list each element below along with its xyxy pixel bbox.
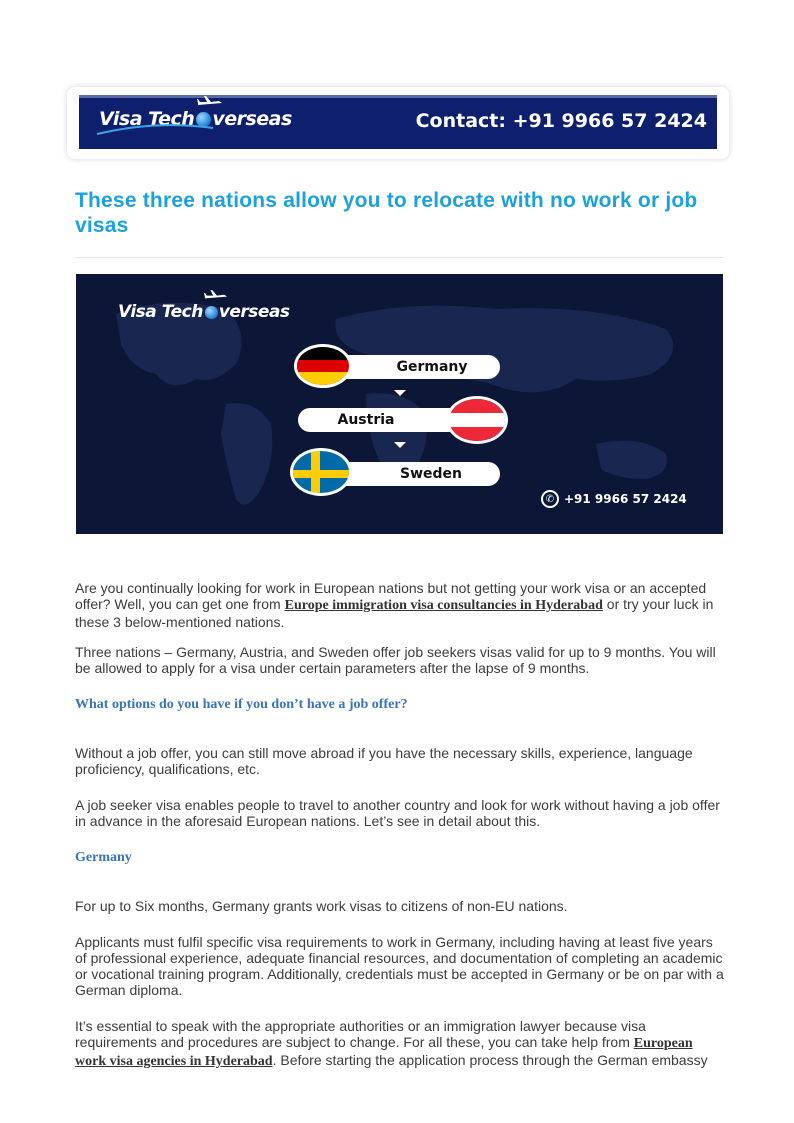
paragraph-job-seeker-visa: A job seeker visa enables people to travel to another country and look for work without having a job offer in advance in the aforesaid European nations. Let’s see in detail about this. [75,797,720,829]
advice-text: It’s essential to speak with the appropriate authorities or an immigration lawyer because visa requirements and procedures are subject to change. For all these, you can take help from [75,1018,646,1050]
page-title: These three nations allow you to relocate with no work or job visas [75,189,698,237]
hero-logo-part1: Visa Tech [118,302,203,322]
hero-contact [541,490,687,508]
country-name-sweden: Sweden [400,466,462,482]
hero-phone-number: +91 9966 57 2424 [564,492,687,506]
contact-number[interactable]: Contact: +91 9966 57 2424 [415,110,707,132]
hero-image [76,274,723,534]
paragraph-germany-advice [75,1018,725,1070]
hero-logo-part2: verseas [218,302,290,322]
heading-germany: Germany [75,850,132,865]
paragraph-without-offer: Without a job offer, you can still move abroad if you have the necessary skills, experience, language proficiency, qualifications, etc. [75,745,693,777]
hero-globe-icon [205,306,218,319]
title-divider [75,257,723,258]
paragraph-intro [75,580,725,630]
austria-flag-icon [446,396,508,444]
paragraph-germany-requirements: Applicants must fulfil specific visa requirements to work in Germany, including having at least five years of professional experience, adequate financial resources, and documentation of completing an academic or vocational training program. Additionally, credentials must be accepted in Germany or be on par with a German diploma. [75,934,724,998]
work-visa-agencies-link[interactable]: European work visa agencies in Hyderabad [75,1036,693,1069]
banner-inner [79,95,717,149]
airplane-icon [197,96,223,112]
phone-icon: ✆ [541,490,559,508]
arrow-down-icon-2 [394,442,406,448]
paragraph-germany-six-months: For up to Six months, Germany grants work visas to citizens of non-EU nations. [75,898,568,914]
heading-job-offer-options: What options do you have if you don’t have a job offer? [75,697,408,712]
intro-text: Are you continually looking for work in European nations but not getting your work visa or an accepted offer? Well, you can get one from [75,580,707,612]
advice-text-end: . Before starting the application process through the German embassy [272,1052,708,1068]
logo-text-part1: Visa Tech [99,108,195,130]
country-name-germany: Germany [396,359,468,375]
intro-text-end: or try your luck in these 3 below-mentioned nations. [75,596,714,630]
hero-airplane-icon [204,290,228,305]
paragraph-three-nations: Three nations – Germany, Austria, and Sweden offer job seekers visas valid for up to 9 months. You will be allowed to apply for a visa under certain parameters after the lapse of 9 months. [75,644,716,676]
hero-logo [118,302,290,322]
header-banner [67,87,729,159]
sweden-flag-icon [290,448,352,496]
brand-logo[interactable] [99,108,292,130]
swoosh-icon [95,122,215,136]
logo-text-part2: verseas [212,108,292,130]
germany-flag-icon [294,344,352,388]
country-name-austria: Austria [337,412,395,428]
arrow-down-icon [394,390,406,396]
europe-consultancies-link[interactable]: Europe immigration visa consultancies in Hyderabad [284,598,603,613]
